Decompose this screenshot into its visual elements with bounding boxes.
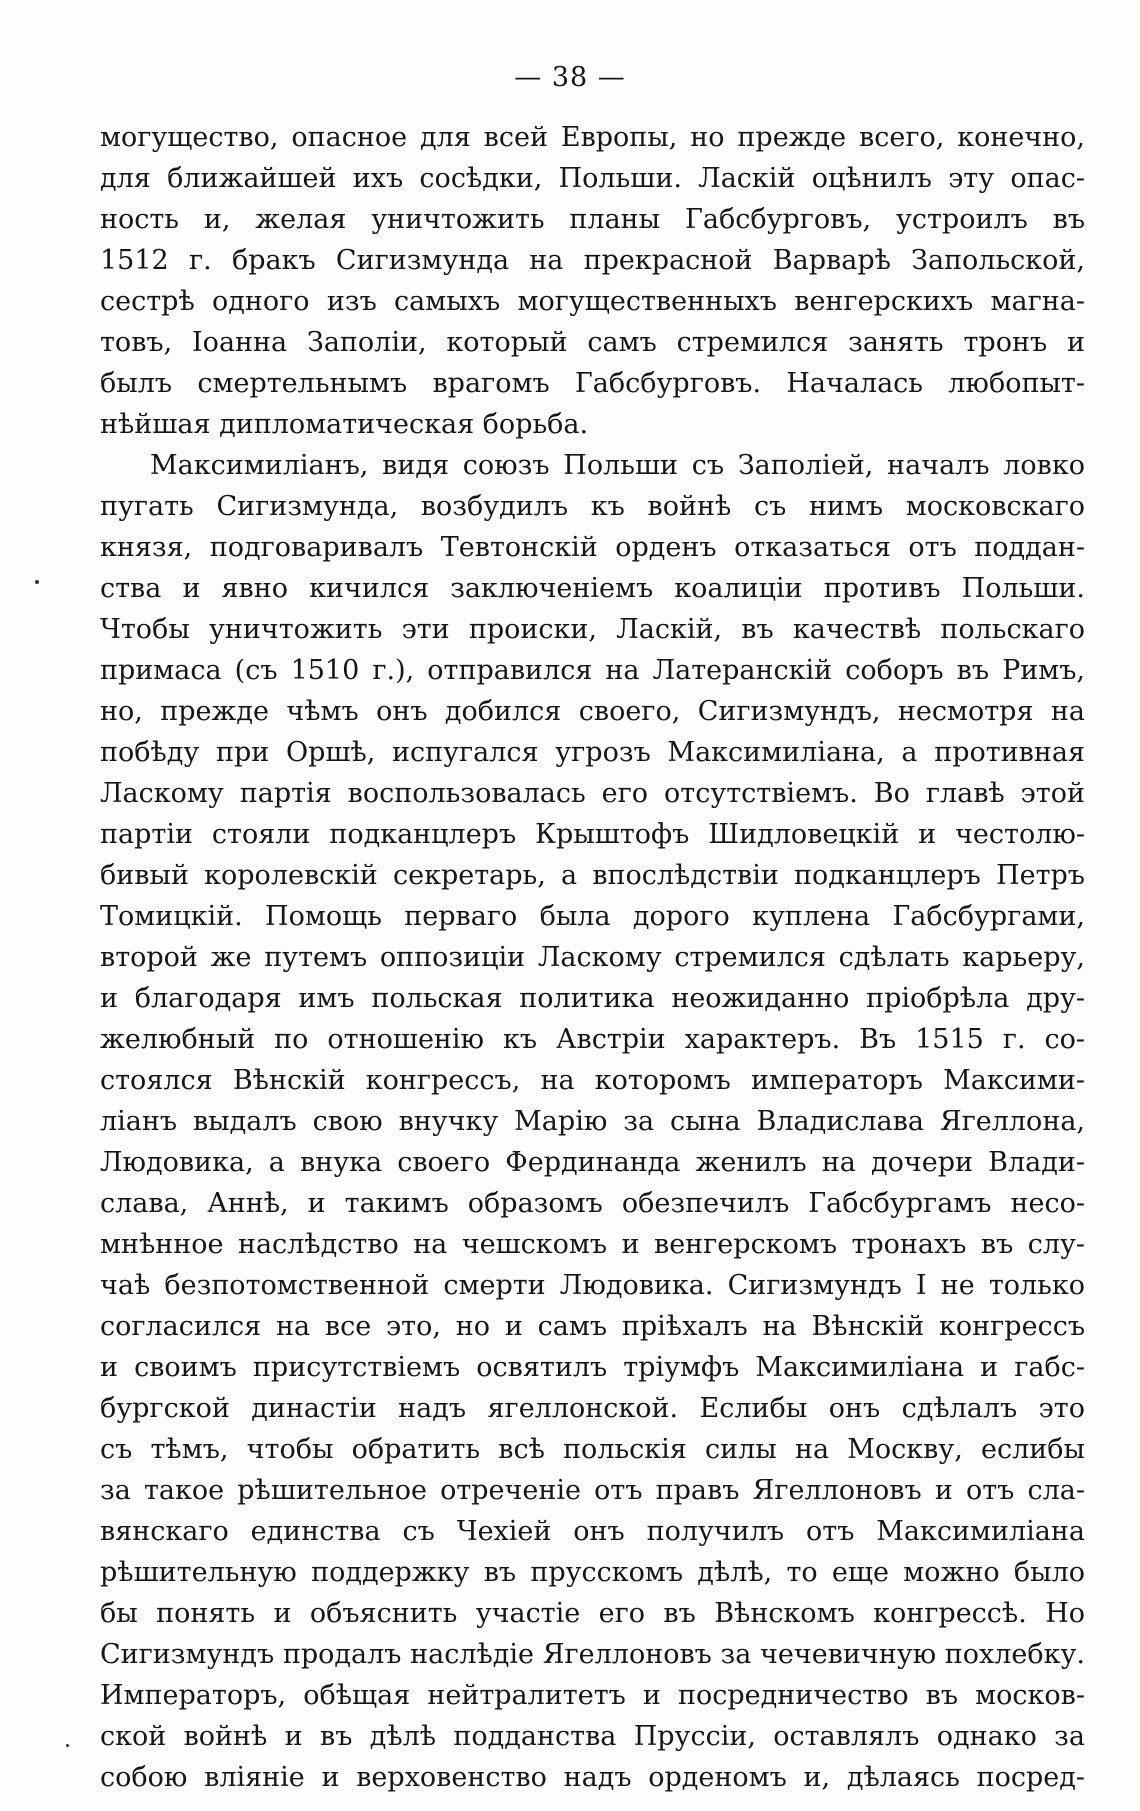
text-line: желюбный по отношенію къ Австріи характеръ. Въ 1515 г. со- — [100, 1024, 1085, 1055]
text-line: но, прежде чѣмъ онъ добился своего, Сигизмундъ, несмотря на — [100, 696, 1085, 727]
text-line: бы понять и объяснить участіе его въ Вѣнскомъ конгрессѣ. Но — [100, 1598, 1085, 1629]
text-line: сестрѣ одного изъ самыхъ могущественныхъ венгерскихъ магна- — [100, 286, 1085, 317]
text-line: побѣду при Оршѣ, испугался угрозъ Максимиліана, а противная — [100, 737, 1085, 768]
text-line: второй же путемъ оппозиціи Ласкому стремился сдѣлать карьеру, — [100, 942, 1085, 973]
text-line: былъ смертельнымъ врагомъ Габсбурговъ. Началась любопыт- — [100, 368, 1085, 399]
text-line: и своимъ присутствіемъ освятилъ тріумфъ Максимиліана и габс- — [100, 1352, 1085, 1383]
text-line: согласился на все это, но и самъ пріѣхалъ на Вѣнскій конгрессъ — [100, 1311, 1085, 1342]
body-text — [100, 117, 1085, 1798]
text-line: Императоръ, обѣщая нейтралитетъ и посредничество въ москов- — [100, 1680, 1085, 1711]
text-line: примаса (съ 1510 г.), отправился на Латеранскій соборъ въ Римъ, — [100, 655, 1085, 686]
text-line: партіи стояли подканцлеръ Крыштофъ Шидловецкій и честолю- — [100, 819, 1085, 850]
text-line: ской войнѣ и въ дѣлѣ подданства Пруссіи, оставлялъ однако за — [100, 1721, 1085, 1752]
text-line: ность и, желая уничтожить планы Габсбурговъ, устроилъ въ — [100, 204, 1085, 235]
text-line: и благодаря имъ польская политика неожиданно пріобрѣла дру- — [100, 983, 1085, 1014]
page-number: — 38 — — [514, 62, 626, 93]
text-line: вянскаго единства съ Чехіей онъ получилъ отъ Максимиліана — [100, 1516, 1085, 1547]
text-line: 1512 г. бракъ Сигизмунда на прекрасной Варварѣ Запольской, — [100, 245, 1085, 276]
text-line: товъ, Іоанна Заполіи, который самъ стремился занять тронъ и — [100, 327, 1085, 358]
text-line: Сигизмундъ продалъ наслѣдіе Ягеллоновъ за чечевичную похлебку. — [100, 1639, 1085, 1670]
text-line: собою вліяніе и верховенство надъ орденомъ и, дѣлаясь посред- — [100, 1762, 1085, 1793]
text-line: чаѣ безпотомственной смерти Людовика. Сигизмундъ I не только — [100, 1270, 1085, 1301]
text-line: Людовика, а внука своего Фердинанда женилъ на дочери Влади- — [100, 1147, 1085, 1178]
text-line: слава, Аннѣ, и такимъ образомъ обезпечилъ Габсбургамъ несо- — [100, 1188, 1085, 1219]
text-line: ліанъ выдалъ свою внучку Марію за сына Владислава Ягеллона, — [100, 1106, 1085, 1137]
text-line: рѣшительную поддержку въ прусскомъ дѣлѣ, то еще можно было — [100, 1557, 1085, 1588]
print-speck — [66, 1744, 69, 1747]
text-line: Максимиліанъ, видя союзъ Польши съ Заполіей, началъ ловко — [150, 450, 1085, 481]
text-line: мнѣнное наслѣдство на чешскомъ и венгерскомъ тронахъ въ слу- — [100, 1229, 1085, 1260]
text-line: съ тѣмъ, чтобы обратить всѣ польскія силы на Москву, еслибы — [100, 1434, 1085, 1465]
text-line: бургской династіи надъ ягеллонской. Еслибы онъ сдѣлалъ это — [100, 1393, 1085, 1424]
text-line: за такое рѣшительное отреченіе отъ правъ Ягеллоновъ и отъ сла- — [100, 1475, 1085, 1506]
text-line: князя, подговаривалъ Тевтонскій орденъ отказаться отъ поддан- — [100, 532, 1085, 563]
text-line: Томицкій. Помощь перваго была дорого куплена Габсбургами, — [100, 901, 1085, 932]
text-line: стоялся Вѣнскій конгрессъ, на которомъ императоръ Максими- — [100, 1065, 1085, 1096]
text-line: нѣйшая дипломатическая борьба. — [100, 409, 589, 440]
text-line: Ласкому партія воспользовалась его отсутствіемъ. Во главѣ этой — [100, 778, 1085, 809]
text-line: бивый королевскій секретарь, а впослѣдствіи подканцлеръ Петръ — [100, 860, 1085, 891]
text-line: Чтобы уничтожить эти происки, Ласкій, въ качествѣ польскаго — [100, 614, 1085, 645]
print-speck — [35, 580, 39, 584]
text-line: пугать Сигизмунда, возбудилъ къ войнѣ съ нимъ московскаго — [100, 491, 1085, 522]
text-line: для ближайшей ихъ сосѣдки, Польши. Ласкій оцѣнилъ эту опас- — [100, 163, 1085, 194]
text-line: могущество, опасное для всей Европы, но прежде всего, конечно, — [100, 122, 1085, 153]
text-line: ства и явно кичился заключеніемъ коалиціи противъ Польши. — [100, 573, 1085, 604]
